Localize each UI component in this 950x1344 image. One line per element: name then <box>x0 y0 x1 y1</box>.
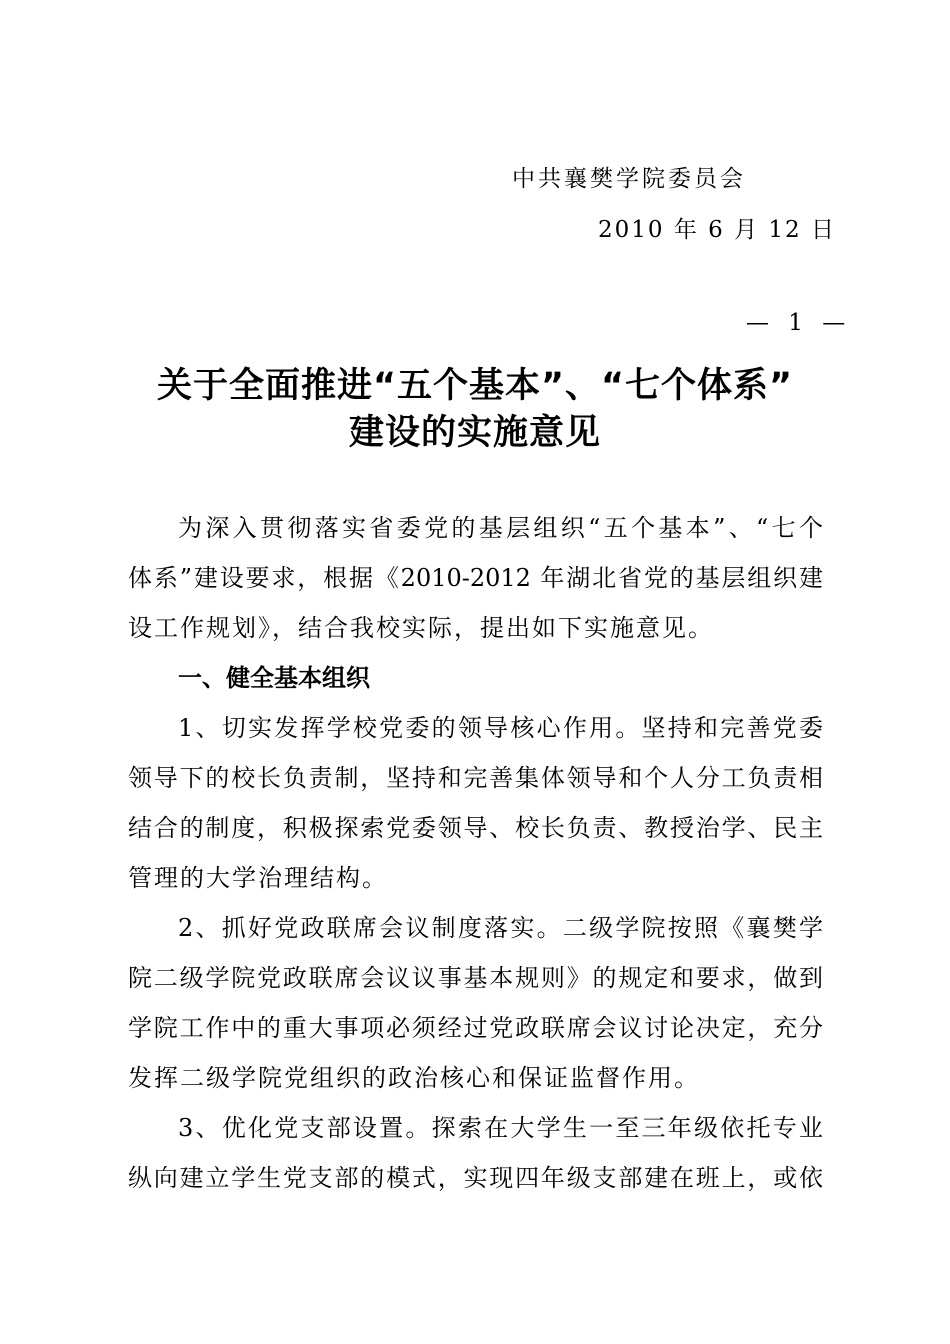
page-number: — 1 — <box>746 310 852 336</box>
intro-line-1: 为深入贯彻落实省委党的基层组织“五个基本”、“七个 <box>178 514 823 542</box>
item-1-line-2: 领导下的校长负责制，坚持和完善集体领导和个人分工负责相 <box>128 764 823 792</box>
item-1-line-4: 管理的大学治理结构。 <box>128 864 388 892</box>
intro-line-3: 设工作规划》，结合我校实际，提出如下实施意见。 <box>128 614 714 642</box>
item-2-line-2: 院二级学院党政联席会议议事基本规则》的规定和要求，做到 <box>128 964 823 992</box>
item-2-line-4: 发挥二级学院党组织的政治核心和保证监督作用。 <box>128 1064 700 1092</box>
item-1-line-1: 1、切实发挥学校党委的领导核心作用。坚持和完善党委 <box>178 714 823 742</box>
document-title-line-1: 关于全面推进“五个基本”、“七个体系” <box>156 366 793 406</box>
document-title-line-2: 建设的实施意见 <box>348 413 601 453</box>
signature-date: 2010 年 6 月 12 日 <box>598 217 836 243</box>
item-3-line-1: 3、优化党支部设置。探索在大学生一至三年级依托专业 <box>178 1114 823 1142</box>
item-2-line-3: 学院工作中的重大事项必须经过党政联席会议讨论决定，充分 <box>128 1014 823 1042</box>
intro-line-2: 体系”建设要求，根据《2010-2012 年湖北省党的基层组织建 <box>128 564 823 592</box>
item-3-line-2: 纵向建立学生党支部的模式，实现四年级支部建在班上，或依 <box>128 1164 823 1192</box>
signature-organization: 中共襄樊学院委员会 <box>512 166 746 192</box>
item-1-line-3: 结合的制度，积极探索党委领导、校长负责、教授治学、民主 <box>128 814 823 842</box>
item-2-line-1: 2、抓好党政联席会议制度落实。二级学院按照《襄樊学 <box>178 914 823 942</box>
section-heading: 一、健全基本组织 <box>178 664 370 692</box>
